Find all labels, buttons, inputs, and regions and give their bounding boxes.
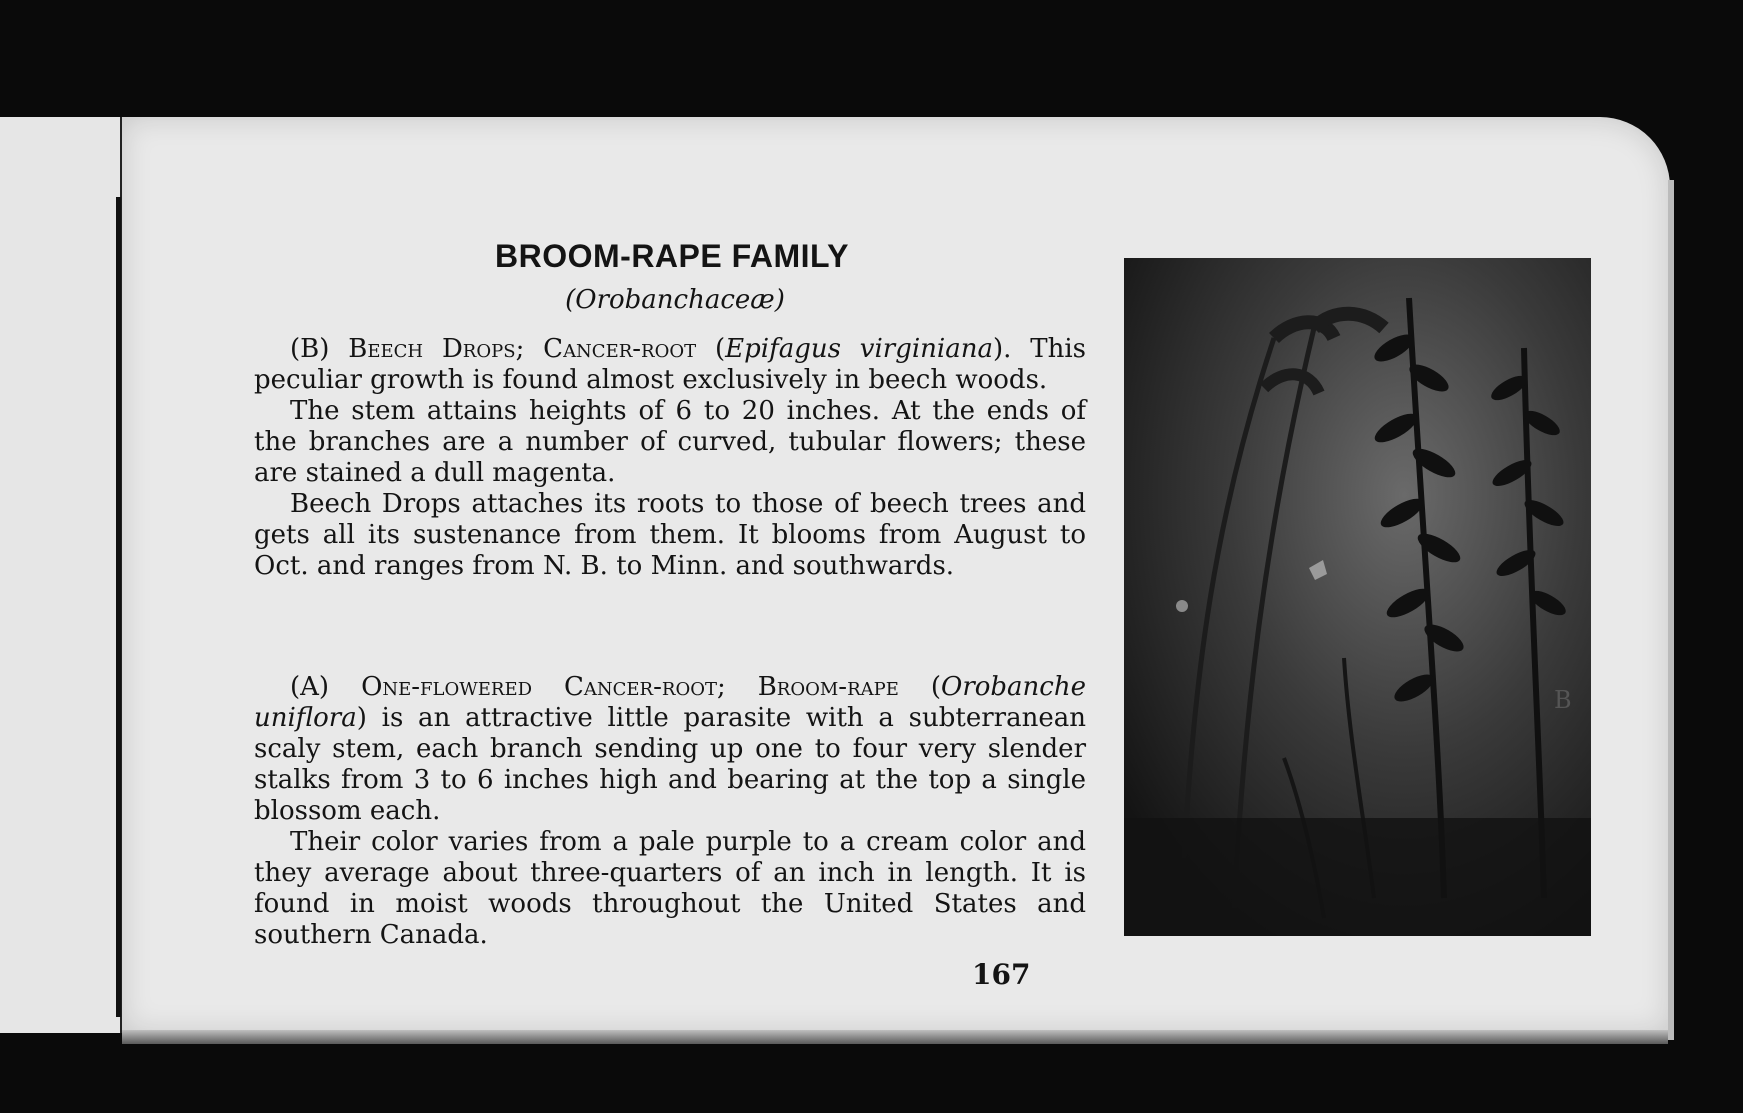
facing-page bbox=[0, 117, 123, 1033]
section-intro: (B) Beech Drops; Cancer-root (Epifagus virginiana). This peculiar growth is found almost exclusively in beech woods. bbox=[254, 334, 1086, 395]
section-one-flowered-cancer-root bbox=[254, 672, 1086, 951]
paragraph: Their color varies from a pale purple to a cream color and they average about three-quarters of an inch in length. It is found in moist woods throughout the United States and southern Canada. bbox=[254, 827, 1086, 950]
section-label: (B) bbox=[290, 334, 330, 364]
page-stack-edge bbox=[122, 1030, 1668, 1044]
intro-text: is an attractive little parasite with a subterranean scaly stem, each branch sending up one to four very slender stalks from 3 to 6 inches high and bearing at the top a single blossom each. bbox=[254, 703, 1086, 826]
page-edge bbox=[1668, 180, 1674, 1040]
common-name: Beech Drops; Cancer-root bbox=[348, 334, 697, 364]
paragraph: The stem attains heights of 6 to 20 inches. At the ends of the branches are a number of curved, tubular flowers; these are stained a dull magenta. bbox=[254, 396, 1086, 488]
intro-text: This peculiar growth is found almost exclusively in beech woods. bbox=[254, 334, 1086, 395]
page-number: 167 bbox=[972, 958, 1031, 991]
section-beech-drops bbox=[254, 334, 1086, 582]
latin-name: Epifagus virginiana bbox=[725, 334, 993, 364]
book-binding bbox=[116, 197, 121, 1017]
photo-label: B bbox=[1554, 686, 1572, 714]
section-label: (A) bbox=[290, 672, 330, 702]
latin-name: Orobanche uniflora bbox=[254, 672, 1086, 733]
paragraph: Beech Drops attaches its roots to those of beech trees and gets all its sustenance from them. It blooms from August to Oct. and ranges from N. B. to Minn. and southwards. bbox=[254, 489, 1086, 581]
page-heading: BROOM-RAPE FAMILY bbox=[495, 238, 849, 274]
common-name: One-flowered Cancer-root; Broom-rape bbox=[361, 672, 899, 702]
section-intro: (A) One-flowered Cancer-root; Broom-rape (Orobanche uniflora) is an attractive little parasite with a subterranean scaly stem, each branch sending up one to four very slender stalks from 3 to 6 inches high and bearing at the top a single blossom each. bbox=[254, 672, 1086, 826]
plant-photograph bbox=[1124, 258, 1591, 936]
page-subheading: (Orobanchaceæ) bbox=[565, 285, 785, 315]
